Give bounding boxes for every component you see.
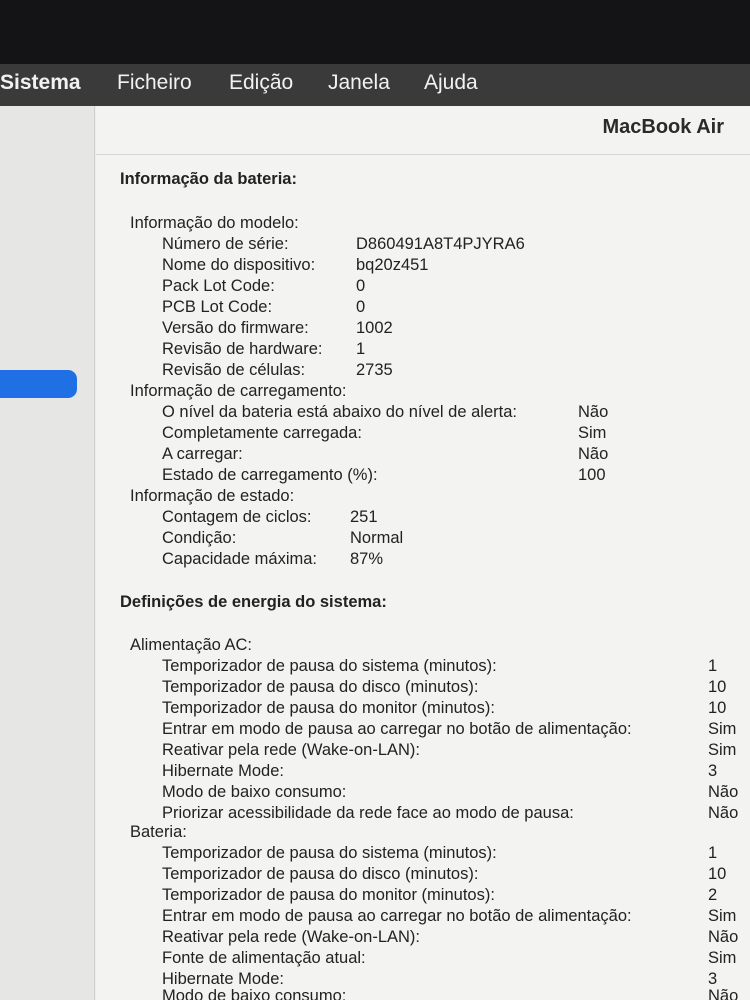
ac-low-power-mode-value: Não <box>708 783 739 801</box>
firmware-version-label: Versão do firmware: <box>162 319 309 337</box>
ac-wake-on-lan-label: Reativar pela rede (Wake-on-LAN): <box>162 741 420 759</box>
menu-ficheiro[interactable]: Ficheiro <box>117 71 192 94</box>
firmware-version-value: 1002 <box>356 319 393 337</box>
condition-value: Normal <box>350 529 404 547</box>
pcb-lot-code-label: PCB Lot Code: <box>162 298 273 316</box>
device-title: MacBook Air <box>602 116 724 138</box>
sidebar-selected-item[interactable] <box>0 370 77 398</box>
ac-display-sleep-label: Temporizador de pausa do monitor (minutos): <box>162 699 495 717</box>
fully-charged-label: Completamente carregada: <box>162 424 362 442</box>
state-of-charge-label: Estado de carregamento (%): <box>162 466 378 484</box>
title-divider <box>96 154 750 155</box>
hardware-revision-label: Revisão de hardware: <box>162 340 323 358</box>
below-warning-level-label: O nível da bateria está abaixo do nível de alerta: <box>162 403 517 421</box>
batt-wake-on-lan-label: Reativar pela rede (Wake-on-LAN): <box>162 928 420 946</box>
ac-low-power-mode-label: Modo de baixo consumo: <box>162 783 347 801</box>
fully-charged-value: Sim <box>578 424 607 442</box>
device-name-label: Nome do dispositivo: <box>162 256 316 274</box>
ac-network-priority-value: Não <box>708 804 739 822</box>
pcb-lot-code-value: 0 <box>356 298 366 316</box>
batt-low-power-mode-label: Modo de baixo consumo: <box>162 987 347 1000</box>
battery-info-heading: Informação da bateria: <box>120 170 297 188</box>
charging-value: Não <box>578 445 609 463</box>
ac-network-priority-label: Priorizar acessibilidade da rede face ao modo de pausa: <box>162 804 574 822</box>
batt-display-sleep-label: Temporizador de pausa do monitor (minutos): <box>162 886 495 904</box>
ac-sleep-on-power-button-value: Sim <box>708 720 737 738</box>
cycle-count-value: 251 <box>350 508 378 526</box>
cell-revision-label: Revisão de células: <box>162 361 306 379</box>
batt-disk-sleep-label: Temporizador de pausa do disco (minutos): <box>162 865 479 883</box>
display-bezel <box>0 0 750 64</box>
ac-power-heading: Alimentação AC: <box>130 636 252 654</box>
battery-power-heading: Bateria: <box>130 823 187 841</box>
batt-current-power-source-value: Sim <box>708 949 737 967</box>
batt-hibernate-mode-value: 3 <box>708 970 718 988</box>
power-settings-heading: Definições de energia do sistema: <box>120 593 387 611</box>
hardware-revision-value: 1 <box>356 340 366 358</box>
ac-hibernate-mode-label: Hibernate Mode: <box>162 762 284 780</box>
below-warning-level-value: Não <box>578 403 609 421</box>
menu-ajuda[interactable]: Ajuda <box>424 71 478 94</box>
ac-system-sleep-label: Temporizador de pausa do sistema (minutos): <box>162 657 497 675</box>
batt-low-power-mode-value: Não <box>708 987 739 1000</box>
ac-disk-sleep-label: Temporizador de pausa do disco (minutos): <box>162 678 479 696</box>
cell-revision-value: 2735 <box>356 361 393 379</box>
batt-wake-on-lan-value: Não <box>708 928 739 946</box>
batt-system-sleep-value: 1 <box>708 844 718 862</box>
ac-hibernate-mode-value: 3 <box>708 762 718 780</box>
ac-display-sleep-value: 10 <box>708 699 727 717</box>
status-info-heading: Informação de estado: <box>130 487 295 505</box>
charging-info-heading: Informação de carregamento: <box>130 382 347 400</box>
ac-disk-sleep-value: 10 <box>708 678 727 696</box>
ac-sleep-on-power-button-label: Entrar em modo de pausa ao carregar no botão de alimentação: <box>162 720 632 738</box>
max-capacity-value: 87% <box>350 550 384 568</box>
ac-wake-on-lan-value: Sim <box>708 741 737 759</box>
charging-label: A carregar: <box>162 445 243 463</box>
serial-number-value: D860491A8T4PJYRA6 <box>356 235 525 253</box>
ac-system-sleep-value: 1 <box>708 657 718 675</box>
menu-edicao[interactable]: Edição <box>229 71 294 94</box>
condition-label: Condição: <box>162 529 237 547</box>
batt-display-sleep-value: 2 <box>708 886 718 904</box>
serial-number-label: Número de série: <box>162 235 289 253</box>
batt-current-power-source-label: Fonte de alimentação atual: <box>162 949 366 967</box>
model-info-heading: Informação do modelo: <box>130 214 299 232</box>
pack-lot-code-value: 0 <box>356 277 366 295</box>
batt-disk-sleep-value: 10 <box>708 865 727 883</box>
device-name-value: bq20z451 <box>356 256 429 274</box>
batt-sleep-on-power-button-value: Sim <box>708 907 737 925</box>
sidebar <box>0 106 95 1000</box>
menu-app-sistema[interactable]: Sistema <box>0 71 81 94</box>
max-capacity-label: Capacidade máxima: <box>162 550 317 568</box>
menu-bar <box>0 64 750 106</box>
cycle-count-label: Contagem de ciclos: <box>162 508 312 526</box>
batt-system-sleep-label: Temporizador de pausa do sistema (minutos): <box>162 844 497 862</box>
pack-lot-code-label: Pack Lot Code: <box>162 277 275 295</box>
batt-hibernate-mode-label: Hibernate Mode: <box>162 970 284 988</box>
batt-sleep-on-power-button-label: Entrar em modo de pausa ao carregar no botão de alimentação: <box>162 907 632 925</box>
menu-janela[interactable]: Janela <box>328 71 390 94</box>
state-of-charge-value: 100 <box>578 466 606 484</box>
